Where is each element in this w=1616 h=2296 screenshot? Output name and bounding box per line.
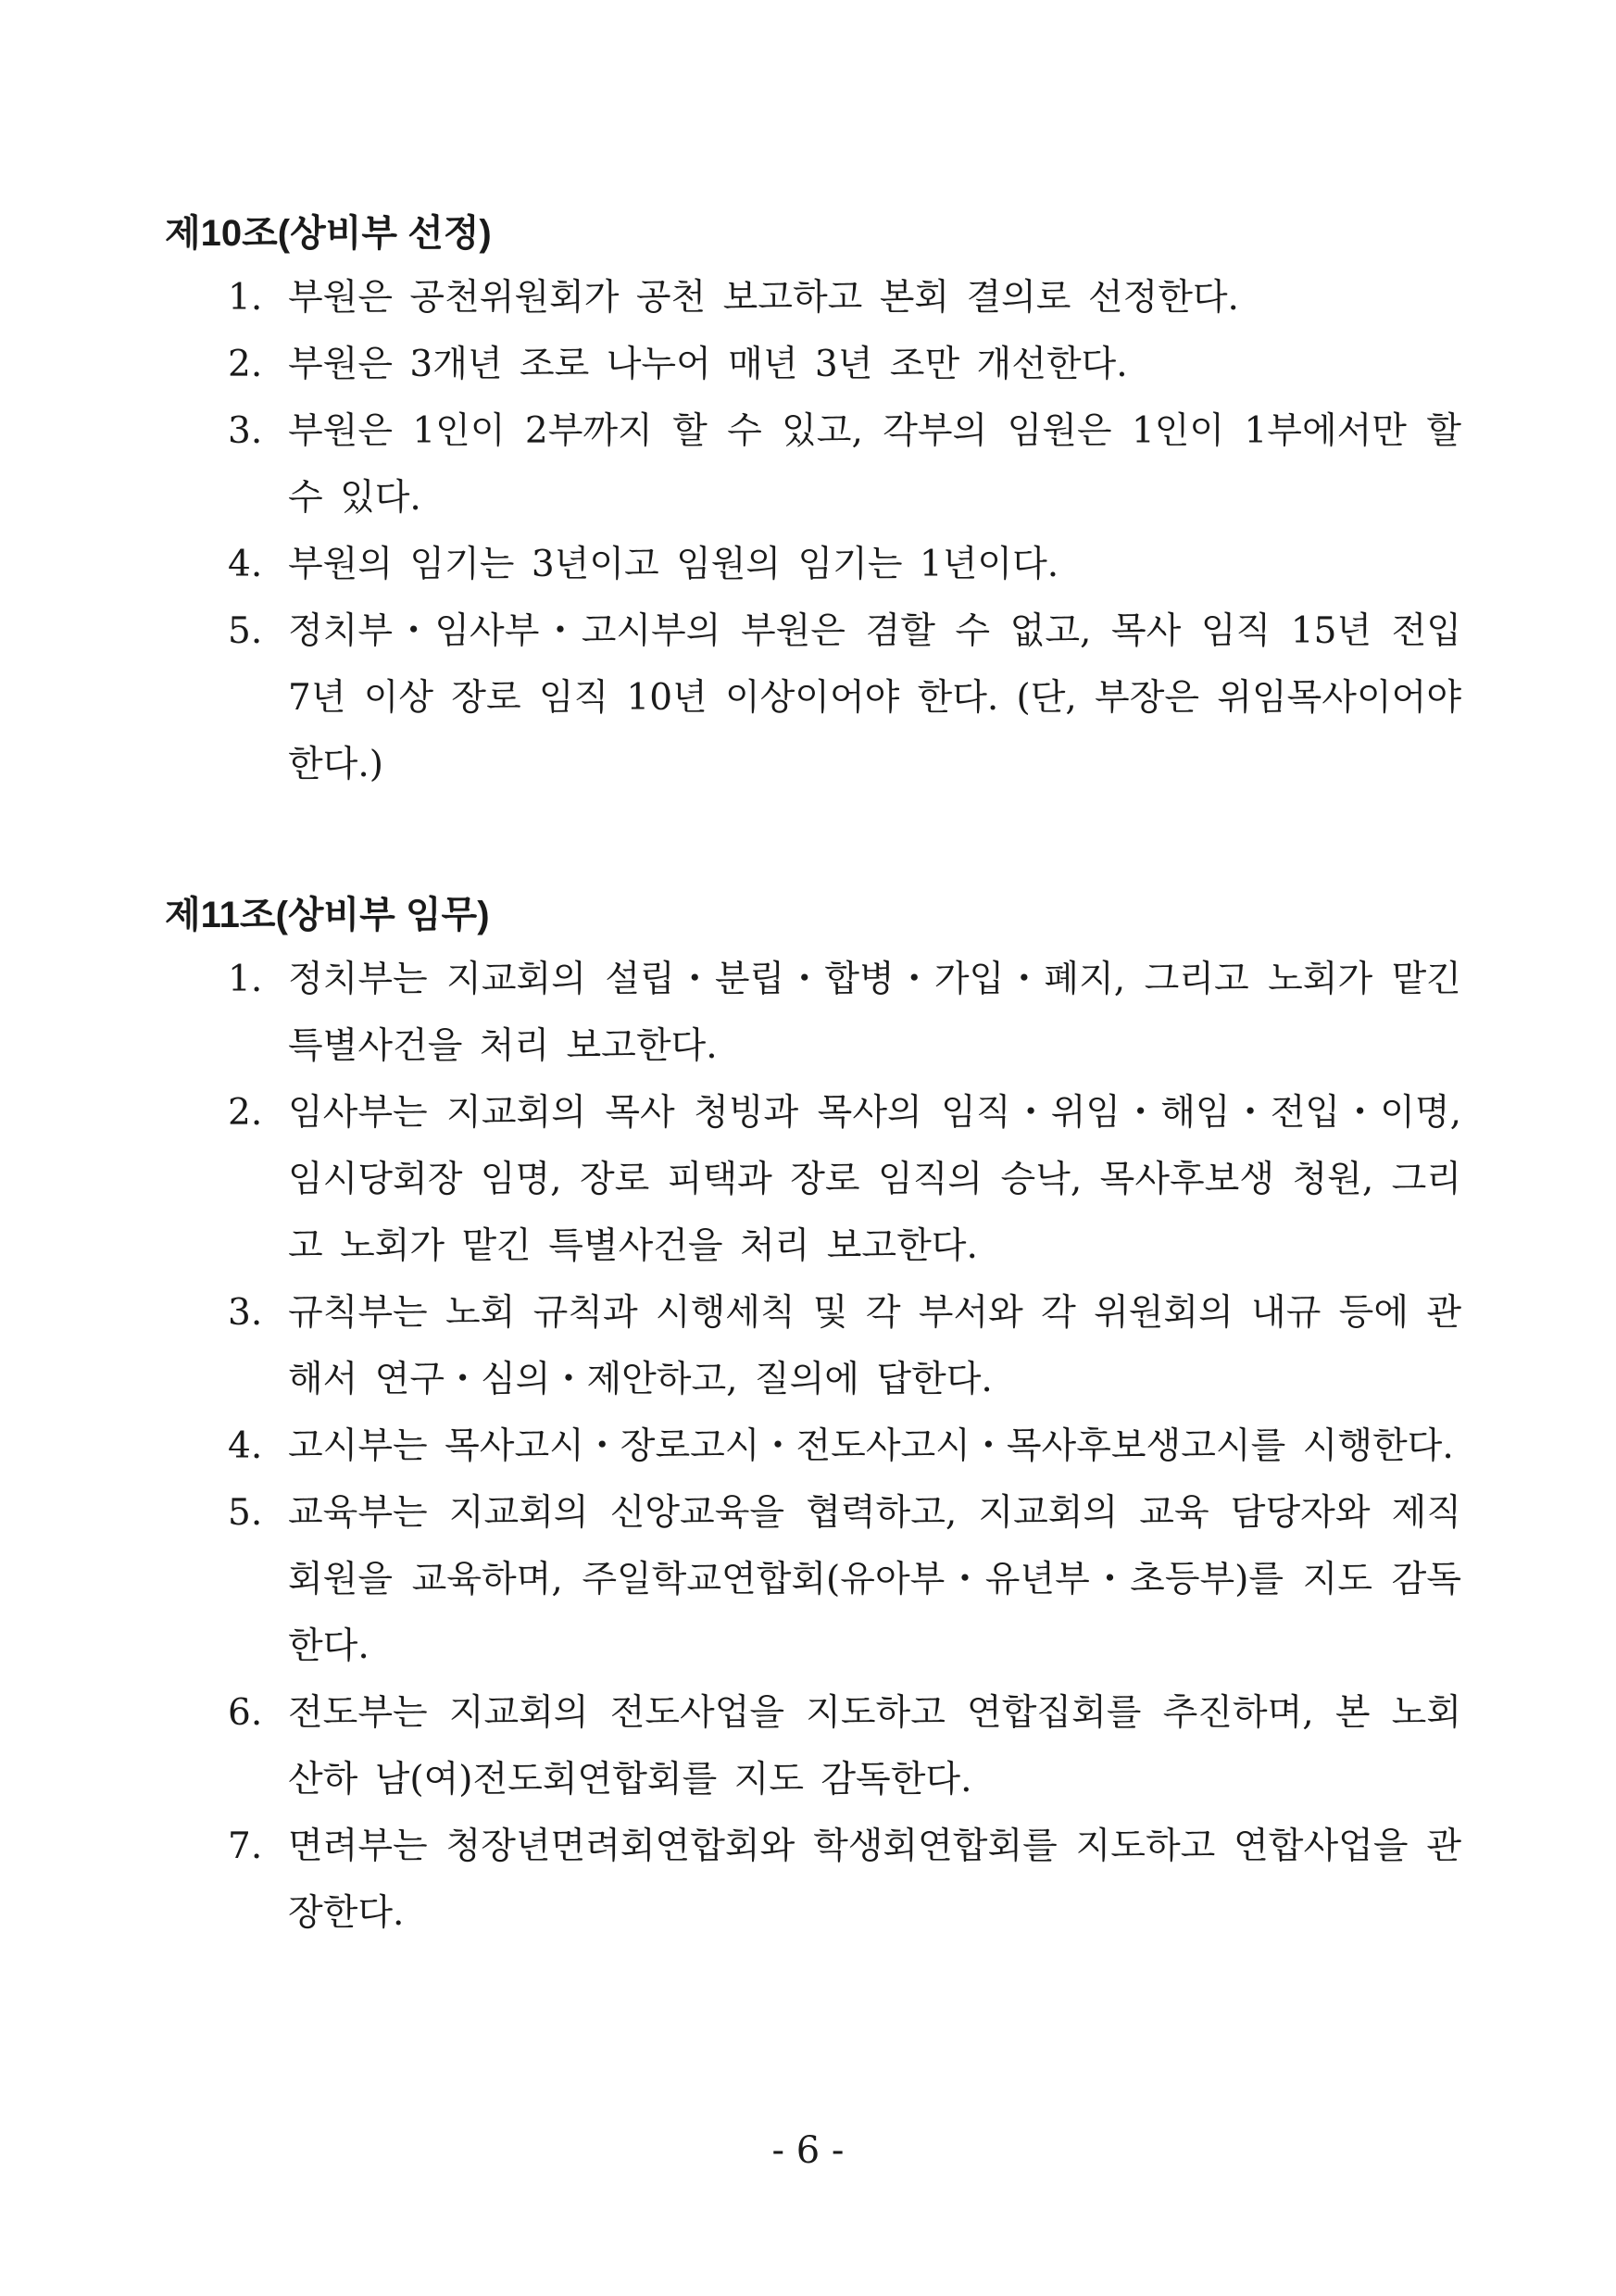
article-10 (165, 206, 1461, 798)
item-text: 전도부는 지교회의 전도사업을 지도하고 연합집회를 추진하며, 본 노회 산하 남(여)전도회연합회를 지도 감독한다. (288, 1692, 1461, 1800)
list-item (165, 332, 1461, 398)
item-number: 7. (228, 1826, 263, 1867)
item-number: 3. (228, 1292, 263, 1334)
list-item (165, 1680, 1461, 1813)
list-item (165, 398, 1461, 532)
article-11 (165, 887, 1461, 1947)
item-text: 임사부는 지교회의 목사 청빙과 목사의 임직・위임・해임・전입・이명, 임시당회장 임명, 장로 피택과 장로 임직의 승낙, 목사후보생 청원, 그리고 노회가 맡긴 특별사건을 처리 보고한다. (288, 1092, 1461, 1267)
list-item (165, 598, 1461, 798)
list-item (165, 1280, 1461, 1413)
page-number: - 6 - (771, 2129, 845, 2172)
item-number: 2. (228, 344, 263, 385)
article-items (165, 947, 1461, 1947)
list-item (165, 1413, 1461, 1480)
item-number: 4. (228, 1425, 263, 1467)
list-item (165, 1080, 1461, 1280)
item-number: 1. (228, 277, 263, 319)
item-number: 5. (228, 610, 263, 652)
item-text: 부원은 1인이 2부까지 할 수 있고, 각부의 임원은 1인이 1부에서만 할 수 있다. (288, 410, 1461, 519)
item-number: 4. (228, 544, 263, 585)
list-item (165, 532, 1461, 598)
item-text: 면려부는 청장년면려회연합회와 학생회연합회를 지도하고 연합사업을 관장한다. (288, 1826, 1461, 1934)
article-items (165, 265, 1461, 798)
article-heading: 제11조(상비부 임무) (165, 895, 490, 935)
list-item (165, 1813, 1461, 1947)
item-text: 부원의 임기는 3년이고 임원의 임기는 1년이다. (288, 544, 1059, 585)
item-text: 정치부는 지교회의 설립・분립・합병・가입・폐지, 그리고 노회가 맡긴 특별사건을 처리 보고한다. (288, 959, 1461, 1067)
item-number: 3. (228, 410, 263, 452)
item-number: 6. (228, 1692, 263, 1734)
list-item (165, 947, 1461, 1080)
list-item (165, 265, 1461, 332)
article-heading: 제10조(상비부 선정) (165, 213, 492, 254)
item-text: 부원은 3개년 조로 나누어 매년 3년 조만 개선한다. (288, 344, 1128, 385)
item-text: 규칙부는 노회 규칙과 시행세칙 및 각 부서와 각 위원회의 내규 등에 관해서 연구・심의・제안하고, 질의에 답한다. (288, 1292, 1461, 1400)
item-text: 교육부는 지교회의 신앙교육을 협력하고, 지교회의 교육 담당자와 제직회원을 교육하며, 주일학교연합회(유아부・유년부・초등부)를 지도 감독한다. (288, 1492, 1461, 1667)
list-item (165, 1480, 1461, 1680)
item-number: 1. (228, 959, 263, 1000)
item-text: 고시부는 목사고시・장로고시・전도사고시・목사후보생고시를 시행한다. (288, 1425, 1454, 1467)
item-text: 정치부・임사부・고시부의 부원은 겸할 수 없고, 목사 임직 15년 전입 7년 이상 장로 임직 10년 이상이어야 한다. (단, 부장은 위임목사이어야 한다.) (288, 610, 1461, 785)
item-text: 부원은 공천위원회가 공천 보고하고 본회 결의로 선정한다. (288, 277, 1239, 319)
item-number: 2. (228, 1092, 263, 1134)
item-number: 5. (228, 1492, 263, 1534)
